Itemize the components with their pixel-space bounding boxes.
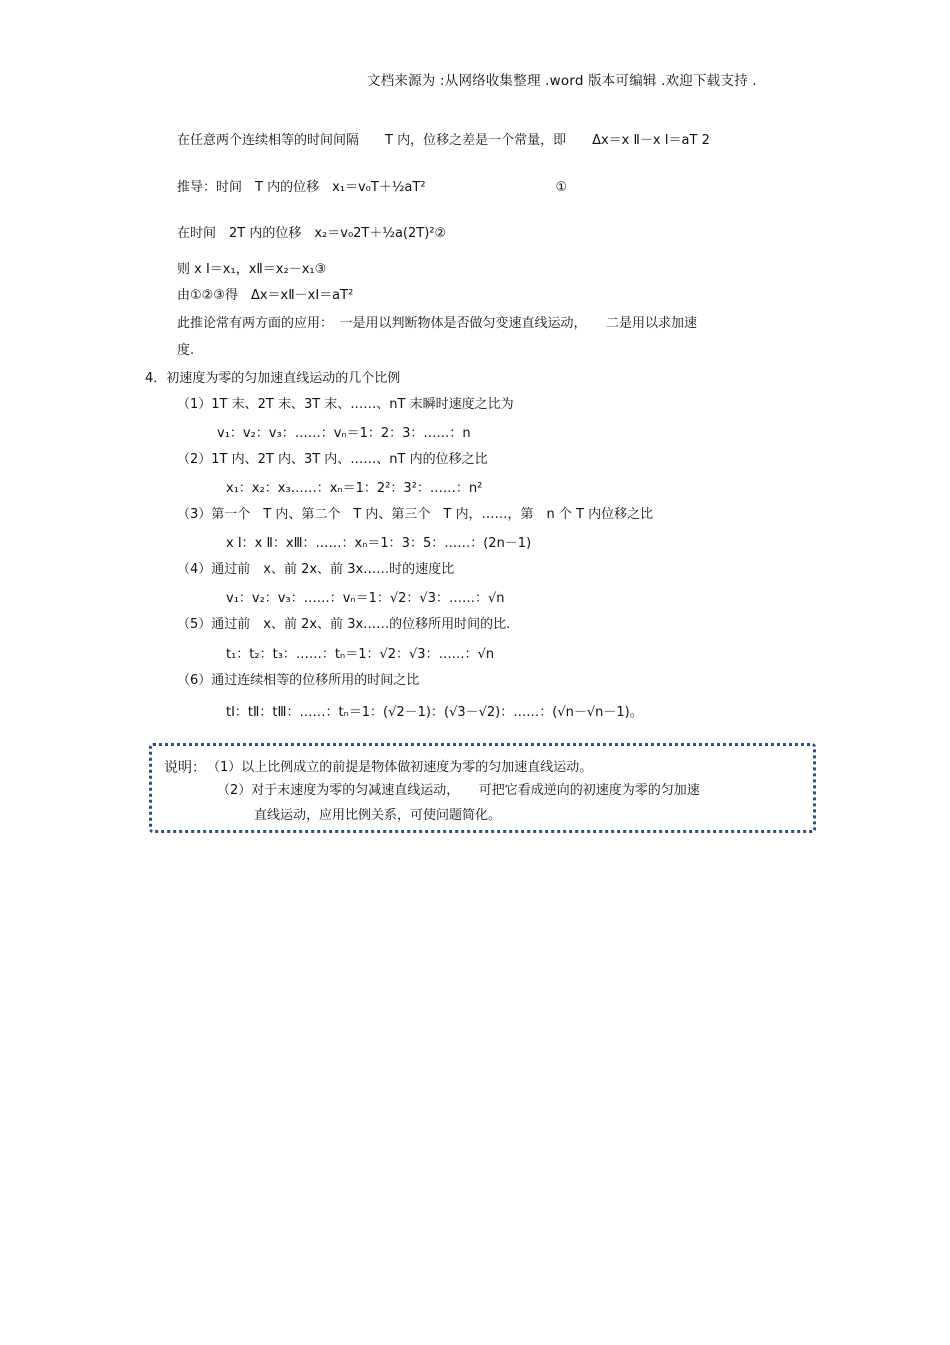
note-item: （1）以上比例成立的前提是物体做初速度为零的匀加速直线运动。 bbox=[207, 760, 593, 775]
list-item: （4）通过前 x、前 2x、前 3x……时的速度比 bbox=[177, 562, 455, 577]
formula-line: tⅠ：tⅡ：tⅢ：……：tₙ＝1：(√2－1)：(√3－√2)：……：(√n－√n－1)。 bbox=[226, 705, 643, 720]
formula-line: x Ⅰ：x Ⅱ：xⅢ：……：xₙ＝1：3：5：……：(2n－1) bbox=[226, 536, 532, 551]
formula-line: v₁：v₂：v₃：……：vₙ＝1：2：3：……：n bbox=[217, 426, 471, 441]
list-item: （1）1T 末、2T 末、3T 末、……、nT 末瞬时速度之比为 bbox=[177, 397, 514, 412]
text-line: 此推论常有两方面的应用： 一是用以判断物体是否做匀变速直线运动， 二是用以求加速 bbox=[177, 316, 698, 331]
text-line: 度. bbox=[177, 343, 195, 358]
formula-line: v₁：v₂：v₃：……：vₙ＝1：√2：√3：……：√n bbox=[226, 591, 505, 606]
list-item: （2）1T 内、2T 内、3T 内、……、nT 内的位移之比 bbox=[177, 452, 488, 467]
text-line: 由①②③得 Δx＝xⅡ－xⅠ＝aT² bbox=[177, 288, 354, 303]
note-item: 直线运动，应用比例关系，可使问题简化。 bbox=[254, 808, 502, 823]
note-item: （2）对于末速度为零的匀减速直线运动， 可把它看成逆向的初速度为零的匀加速 bbox=[217, 783, 700, 798]
text-line: 推导：时间 T 内的位移 x₁＝v₀T＋½aT² ① bbox=[177, 180, 568, 195]
list-item: （6）通过连续相等的位移所用的时间之比 bbox=[177, 673, 420, 688]
note-label: 说明： bbox=[164, 760, 206, 776]
text-line: 在任意两个连续相等的时间间隔 T 内，位移之差是一个常量，即 Δx＝x Ⅱ－x Ⅰ＝aT 2 bbox=[177, 133, 710, 148]
list-item: （3）第一个 T 内、第二个 T 内、第三个 T 内，……，第 n 个 T 内位移之比 bbox=[177, 507, 654, 522]
text-line: 在时间 2T 内的位移 x₂＝v₀2T＋½a(2T)²② bbox=[177, 226, 447, 241]
section-heading: 4．初速度为零的匀加速直线运动的几个比例 bbox=[145, 371, 401, 386]
formula-line: x₁：x₂：x₃……：xₙ＝1：2²：3²：……：n² bbox=[226, 481, 483, 496]
text-line: 则 x Ⅰ＝x₁，xⅡ＝x₂－x₁③ bbox=[177, 262, 327, 277]
page-header: 文档来源为 :从网络收集整理 .word 版本可编辑 .欢迎下载支持 . bbox=[367, 73, 757, 89]
list-item: （5）通过前 x、前 2x、前 3x……的位移所用时间的比. bbox=[177, 617, 511, 632]
formula-line: t₁：t₂：t₃：……：tₙ＝1：√2：√3：……：√n bbox=[226, 647, 495, 662]
